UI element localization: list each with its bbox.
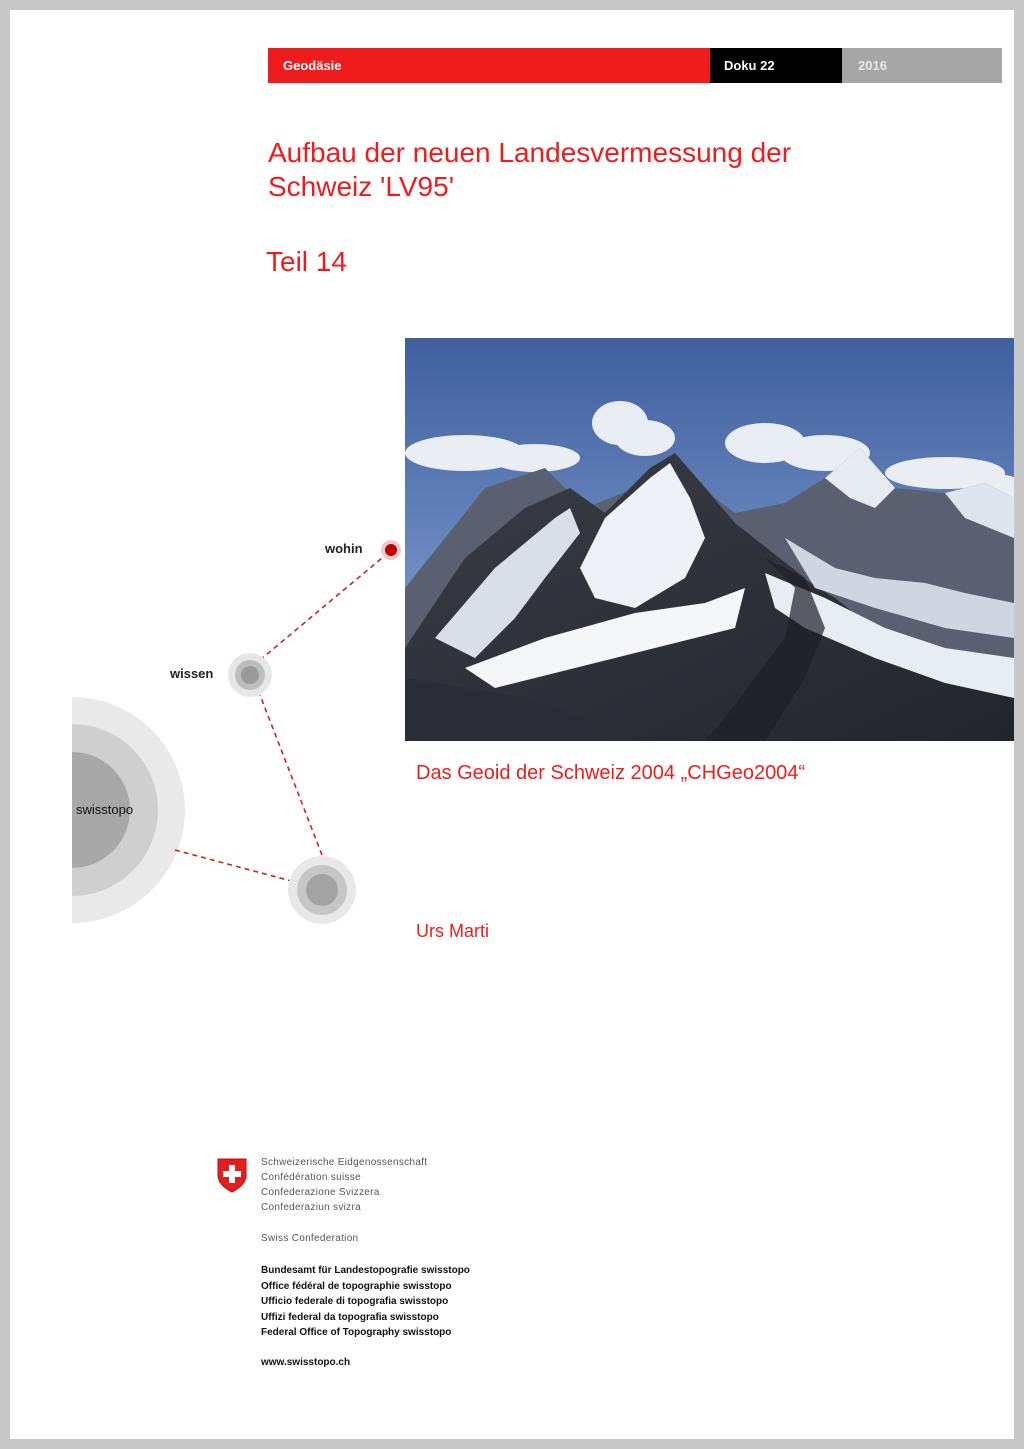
author-name: Urs Marti xyxy=(416,921,489,941)
wohin-node xyxy=(381,540,401,560)
wissen-node xyxy=(228,653,272,697)
confederation-line: Confédération suisse xyxy=(261,1172,361,1183)
swiss-shield-icon xyxy=(216,1157,248,1193)
office-line: Federal Office of Topography swisstopo xyxy=(261,1327,452,1338)
office-line: Bundesamt für Landestopografie swisstopo xyxy=(261,1265,470,1276)
swisstopo-diagram xyxy=(10,510,410,940)
confederation-line: Confederazione Svizzera xyxy=(261,1187,380,1198)
swiss-confederation-label: Swiss Confederation xyxy=(261,1233,359,1244)
lower-node xyxy=(288,856,356,924)
part-number: Teil 14 xyxy=(266,246,347,277)
wissen-label: wissen xyxy=(170,666,214,681)
office-line: Ufficio federale di topografia swisstopo xyxy=(261,1296,449,1307)
office-line: Office fédéral de topographie swisstopo xyxy=(261,1280,452,1292)
diagram-graphic xyxy=(10,510,410,940)
confederation-line: Schweizerische Eidgenossenschaft xyxy=(261,1157,428,1168)
mountain-photo-graphic xyxy=(405,338,1014,741)
document-title xyxy=(268,136,888,204)
year-label: 2016 xyxy=(842,48,1002,83)
swisstopo-label: swisstopo xyxy=(76,802,134,817)
document-page xyxy=(10,10,1014,1439)
header-bar xyxy=(268,48,1002,83)
series-label: Doku 22 xyxy=(710,48,842,83)
mountain-photo xyxy=(405,338,1014,741)
diagram-connectors xyxy=(175,553,388,882)
category-label: Geodäsie xyxy=(268,48,710,83)
office-names xyxy=(261,1263,470,1341)
office-line: Uffizi federal da topografia swisstopo xyxy=(261,1311,439,1323)
title-line-1: Aufbau der neuen Landesvermessung der xyxy=(268,137,792,168)
federal-logo-block xyxy=(216,1155,536,1385)
website-link[interactable]: www.swisstopo.ch xyxy=(261,1357,351,1368)
document-subtitle: Das Geoid der Schweiz 2004 „CHGeo2004“ xyxy=(416,762,806,784)
wohin-label: wohin xyxy=(325,541,363,556)
confederation-names xyxy=(261,1155,427,1215)
title-line-2: Schweiz 'LV95' xyxy=(268,171,455,202)
confederation-line: Confederaziun svizra xyxy=(261,1202,361,1213)
